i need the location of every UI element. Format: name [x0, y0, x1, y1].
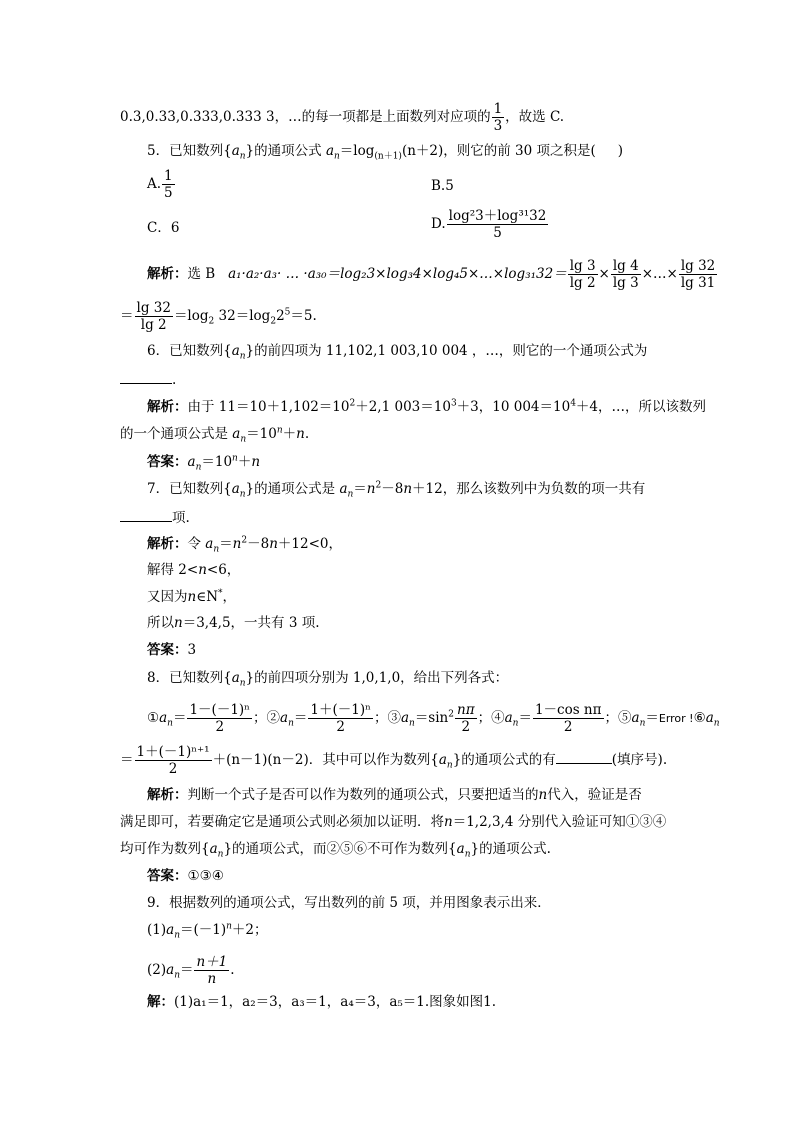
var: a [231, 670, 240, 686]
option-a [147, 168, 176, 201]
solution-8 [147, 785, 642, 805]
var: n [409, 718, 415, 729]
var: a [209, 841, 218, 857]
text: ＝ [172, 710, 187, 726]
var: n [232, 536, 242, 552]
var: a [400, 710, 410, 726]
denominator: 2 [215, 719, 225, 735]
numerator: 1－(－1)ⁿ [189, 702, 251, 718]
text: ＋(n－1)(n－2)．其中可以作为数列{ [212, 752, 439, 768]
denominator: lg 2 [569, 275, 596, 291]
text: ) [617, 143, 624, 159]
text: ＝ [120, 308, 134, 324]
denominator: 2 [461, 719, 471, 735]
solution-8-line3 [120, 839, 551, 859]
text: 7．已知数列{ [147, 481, 232, 497]
superscript: * [218, 588, 223, 599]
var: a [231, 143, 240, 159]
solution-5 [147, 258, 718, 291]
var: n [347, 489, 354, 500]
var: a [205, 536, 214, 552]
text: ；⑤ [604, 710, 632, 726]
var: n [446, 760, 453, 771]
answer-7 [147, 640, 196, 660]
var: n [198, 562, 207, 578]
numerator: lg 32 [680, 258, 716, 274]
var: n [464, 849, 471, 860]
text: ＝sin [414, 710, 449, 726]
solution-label: 解： [147, 994, 174, 1010]
text: ＝ [293, 710, 308, 726]
superscript: 4 [570, 398, 576, 409]
var: n [240, 434, 247, 445]
var: a [325, 143, 334, 159]
answer-label: 答案： [147, 868, 188, 884]
var: n [512, 718, 519, 729]
answer-6 [147, 452, 260, 472]
text: 令 [187, 536, 201, 552]
text: ①③④ [187, 868, 224, 884]
text: }的通项公式是 [245, 481, 336, 497]
numerator: 1 [493, 101, 503, 117]
var: a [504, 710, 513, 726]
var: a [231, 481, 240, 497]
text: ＝ [179, 962, 194, 978]
var: a [631, 710, 640, 726]
denominator: 2 [168, 761, 178, 777]
fraction [455, 702, 477, 735]
denominator: lg 2 [140, 317, 167, 333]
var: n [174, 970, 180, 981]
text: ＝ [219, 536, 233, 552]
formula-6-line [120, 744, 667, 777]
fraction [187, 702, 252, 735]
text: 6．已知数列{ [147, 343, 232, 359]
var: a [705, 710, 714, 726]
text: 8．已知数列{ [147, 670, 232, 686]
text: × [598, 266, 610, 282]
var: n [239, 151, 246, 162]
fraction [135, 300, 173, 333]
var: n [174, 615, 183, 631]
var: n [538, 787, 548, 803]
text: ， [222, 589, 237, 605]
text: }的前四项分别为 1,0,1,0，给出下列各式： [245, 670, 509, 686]
text: ＋2,1 003＝10 [355, 399, 451, 415]
solution-9 [147, 992, 496, 1012]
text: a₁·a₂·a₃· … ·a₃₀＝log₂3×log₃4×log₄5×…×log₃₁32＝ [228, 266, 567, 282]
formulas-line [147, 702, 720, 735]
question-7-blank [120, 507, 190, 528]
option-b [431, 176, 454, 196]
option-d [431, 208, 549, 241]
text: ＋12，那么该数列中为负数的项一共有 [412, 481, 646, 497]
text: ＝ [353, 481, 367, 497]
text: ＋12<0， [277, 536, 342, 552]
text: }的通项公式. [470, 841, 551, 857]
subscript: 2 [270, 316, 277, 327]
denominator: 5 [164, 185, 173, 201]
var: a [280, 710, 289, 726]
text: ＝10 [201, 454, 233, 470]
denominator: 2 [336, 719, 345, 735]
denominator: 3 [493, 118, 503, 134]
solution-7 [147, 534, 342, 554]
var: n [403, 481, 413, 497]
text: }的通项公式，而②⑤⑥不可作为数列{ [223, 841, 457, 857]
option-c [147, 218, 179, 238]
text: －8 [247, 536, 270, 552]
var: n [296, 426, 305, 442]
text: ×…× [641, 266, 678, 282]
question-9-part2 [147, 954, 235, 987]
text: ＋4，…，所以该数列 [575, 399, 707, 415]
text: ＋ [282, 426, 297, 442]
var: n [239, 678, 246, 689]
option-label: D. [431, 216, 446, 232]
text: (n＋2)，则它的前 30 项之积是( [401, 143, 596, 159]
var: a [231, 343, 240, 359]
var: n [226, 921, 232, 932]
question-7 [147, 479, 645, 499]
text: ⑥ [693, 710, 706, 726]
answer-8 [147, 866, 224, 886]
var: n [217, 849, 224, 860]
text: ＝5. [290, 308, 317, 324]
numerator: nπ [457, 702, 475, 718]
fraction [611, 258, 641, 291]
text: ∈N [196, 589, 219, 605]
numerator: log²3＋log³¹32 [448, 208, 547, 224]
text: 32＝log [214, 308, 271, 324]
text: . [230, 962, 235, 978]
denominator: 2 [563, 719, 573, 735]
solution-7-line3 [147, 587, 236, 607]
var: n [232, 453, 238, 464]
text: ＋3，10 004＝10 [456, 399, 571, 415]
text: ＝log [173, 308, 209, 324]
solution-7-line2 [147, 560, 240, 580]
var: n [288, 718, 294, 729]
text: <6， [206, 562, 241, 578]
text: ＋ [237, 454, 252, 470]
var: n [269, 536, 278, 552]
text: (1) [147, 922, 167, 938]
var: n [213, 544, 220, 555]
text: ＝ [518, 710, 532, 726]
superscript: 2 [241, 535, 248, 546]
var: a [159, 710, 168, 726]
solution-8-line2 [120, 812, 666, 832]
numerator: lg 32 [136, 300, 171, 316]
text: . [172, 372, 177, 388]
text: 9．根据数列的通项公式，写出数列的前 5 项，并用图象表示出来． [147, 895, 551, 911]
numerator: lg 3 [569, 258, 596, 274]
fraction [447, 208, 549, 241]
var: n [195, 462, 202, 473]
text: 所以 [147, 615, 174, 631]
var: n [713, 718, 720, 729]
answer-label: 答案： [147, 642, 188, 658]
text: ＝ [645, 710, 659, 726]
text: ＝1,2,3,4 分别代入验证可知①③④ [452, 814, 667, 830]
text: (1)a₁＝1，a₂＝3，a₃＝1，a₄＝3，a₅＝1.图象如图1. [174, 994, 497, 1010]
subscript: (n＋1) [374, 151, 402, 162]
text: ；② [253, 710, 281, 726]
solution-5-cont [120, 300, 317, 333]
var: n [444, 814, 453, 830]
solution-7-line4 [147, 613, 320, 633]
fraction [135, 744, 212, 777]
var: n [639, 718, 646, 729]
text: 由于 11＝10＋1,102＝10 [187, 399, 350, 415]
text: . [304, 426, 310, 442]
answer-blank [120, 507, 172, 522]
superscript: 2 [349, 398, 356, 409]
solution-6-cont [120, 424, 309, 444]
var: a [187, 454, 196, 470]
text: 代入，验证是否 [547, 787, 642, 803]
fraction [679, 258, 717, 291]
text: 2 [276, 308, 285, 324]
var: n [187, 589, 197, 605]
solution-label: 解析： [147, 399, 188, 415]
text: }的通项公式 [245, 143, 322, 159]
var: a [438, 752, 447, 768]
var: n [239, 351, 246, 362]
text: 项. [172, 510, 190, 526]
text: 判断一个式子是否可以作为数列的通项公式，只要把适当的 [187, 787, 539, 803]
text: 3 [187, 642, 197, 658]
text: ＝(－1) [179, 922, 227, 938]
text: ＋2； [231, 922, 268, 938]
text: }的前四项为 11,102,1 003,10 004 ，…，则它的一个通项公式为 [245, 343, 648, 359]
solution-label: 解析： [147, 787, 188, 803]
denominator: lg 31 [680, 275, 716, 291]
text: 5．已知数列{ [147, 143, 232, 159]
text: 的一个通项公式是 [120, 426, 228, 442]
solution-6 [147, 397, 706, 417]
option-label: A. [147, 176, 162, 192]
text: ＝10 [246, 426, 277, 442]
fraction [308, 702, 373, 735]
question-8 [147, 668, 508, 688]
denominator: 5 [493, 225, 502, 241]
var: n [334, 151, 340, 162]
text: －8 [381, 481, 404, 497]
text: 0.3,0.33,0.333,0.333 3，…的每一项都是上面数列对应项的 [120, 109, 491, 125]
text: 选 B [187, 266, 216, 282]
fraction [194, 954, 229, 987]
var: n [251, 454, 261, 470]
question-6-blank [120, 369, 176, 390]
var: n [167, 718, 173, 729]
text: 均可作为数列{ [120, 841, 210, 857]
option-label: B.5 [431, 178, 454, 194]
text: }的通项公式的有 [452, 752, 556, 768]
var: n [239, 489, 246, 500]
text: ＝3,4,5，一共有 3 项. [182, 615, 320, 631]
question-5 [147, 141, 623, 161]
superscript: 3 [450, 398, 457, 409]
solution-label: 解析： [147, 536, 188, 552]
superscript: 5 [284, 307, 291, 318]
var: a [232, 426, 241, 442]
text: ① [147, 710, 160, 726]
text: (2) [147, 962, 167, 978]
error-text: Error ! [658, 712, 694, 725]
numerator: 1 [164, 168, 173, 184]
var: a [166, 922, 175, 938]
numerator: n＋1 [196, 954, 228, 970]
numerator: 1＋(－1)ⁿ [310, 702, 371, 718]
var: n [366, 481, 376, 497]
text: ；④ [477, 710, 505, 726]
text: ，故选 C. [505, 109, 565, 125]
subscript: 2 [208, 316, 215, 327]
question-9-part1 [147, 920, 268, 940]
var: n [276, 425, 283, 436]
text: ＝ [120, 752, 134, 768]
fraction [568, 258, 598, 291]
question-9 [147, 893, 551, 913]
text: (填序号). [611, 752, 668, 768]
text: ＝log [339, 143, 375, 159]
superscript: 2 [375, 480, 382, 491]
question-6 [147, 341, 647, 361]
option-label: C．6 [147, 220, 180, 236]
text: 满足即可，若要确定它是通项公式则必须加以证明．将 [120, 814, 444, 830]
numerator: 1－cos nπ [534, 702, 602, 718]
denominator: lg 3 [612, 275, 639, 291]
numerator: 1＋(－1)ⁿ⁺¹ [136, 744, 210, 760]
answer-blank [556, 749, 612, 764]
prev-solution-line [120, 101, 564, 134]
answer-label: 答案： [147, 454, 188, 470]
fraction-one-third [492, 101, 505, 134]
fraction [533, 702, 604, 735]
solution-label: 解析： [147, 266, 188, 282]
denominator: n [207, 971, 217, 987]
answer-blank [120, 369, 172, 384]
text: 又因为 [147, 589, 188, 605]
var: n [174, 930, 180, 941]
text: 解得 2< [147, 562, 199, 578]
text: ；③ [373, 710, 401, 726]
fraction [162, 168, 175, 201]
numerator: lg 4 [612, 258, 639, 274]
var: a [166, 962, 175, 978]
var: a [456, 841, 465, 857]
var: a [339, 481, 348, 497]
superscript: 2 [448, 709, 454, 720]
